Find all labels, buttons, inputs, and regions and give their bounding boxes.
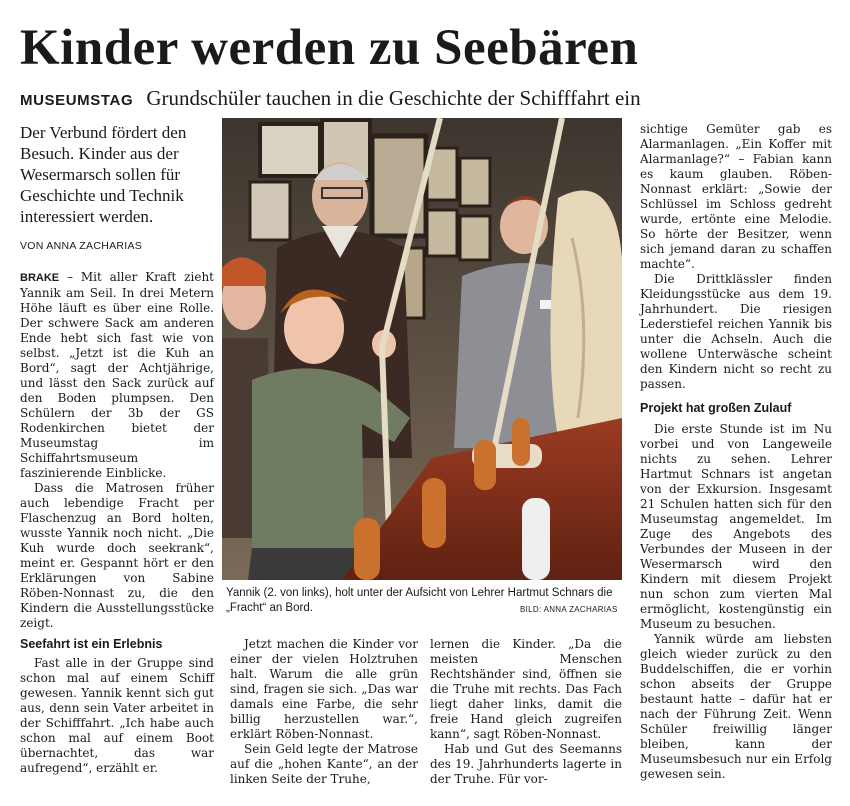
paragraph	[20, 270, 214, 481]
column-3	[430, 637, 622, 787]
section-label: MUSEUMSTAG	[20, 92, 134, 109]
subtitle: Grundschüler tauchen in die Geschichte der Schifffahrt ein	[146, 86, 641, 110]
paragraph: Yannik würde am liebsten gleich wieder zurück zu den Buddelschiffen, die er vorhin schon abseits der Gruppe bestaunt hatte – dafür hat er nach der Führung Zeit. Wenn Schüler freiwillig länger bleiben, kann der Museumsbesuch nur ein Erfolg gewesen sein.	[640, 632, 832, 781]
paragraph: Fast alle in der Gruppe sind schon mal auf einem Schiff gewesen. Yannik kennt sich gut aus, denn sein Vater arbeitet in der Schifffahrt. „Ich habe auch schon mal auf einem Boot übernachtet, das war aufregend“, erzählt er.	[20, 656, 214, 775]
headline: Kinder werden zu Seebären	[20, 20, 639, 76]
column-1	[20, 270, 214, 776]
dateline: BRAKE	[20, 272, 60, 284]
byline: VON ANNA ZACHARIAS	[20, 240, 143, 252]
photo-illustration	[222, 118, 622, 580]
article-photo	[222, 118, 622, 580]
photo-caption: Yannik (2. von links), holt unter der Aufsicht von Lehrer Hartmut Schnars die „Fracht“ an Bord.	[226, 587, 613, 614]
paragraph: lernen die Kinder. „Da die meisten Menschen Rechtshänder sind, öffnen sie die Truhe mit rechts. Das Fach liegt daher links, damit die freie Hand gleich zugreifen kann“, sagt Röben-Nonnast.	[430, 637, 622, 741]
paragraph: Hab und Gut des Seemanns des 19. Jahrhunderts lagerte in der Truhe. Für vor-	[430, 742, 622, 786]
column-2	[230, 637, 418, 787]
paragraph: sichtige Gemüter gab es Alarmanlagen. „Ein Koffer mit Alarmanlage?“ – Fabian kann es kaum glauben. Röben-Nonnast erklärt: „Sowie der Schlüssel im Schloss gedreht wurde, ertönte eine Melodie. So hörte der Besitzer, wenn sich jemand daran zu schaffen machte“.	[640, 122, 832, 271]
subheading: Seefahrt ist ein Erlebnis	[20, 637, 163, 651]
dachzeile	[20, 86, 840, 111]
column-4-top	[640, 122, 832, 392]
paragraph: Die Drittklässler finden Kleidungsstücke aus dem 19. Jahrhundert. Die riesigen Lederstiefel reichen Yannik bis unter die Achseln. Auch die wollene Unterwäsche scheint den Kindern nicht so recht zu passen.	[640, 272, 832, 391]
paragraph: Sein Geld legte der Matrose auf die „hohen Kante“, an der linken Seite der Truhe,	[230, 742, 418, 786]
subheading: Projekt hat großen Zulauf	[640, 401, 792, 415]
paragraph: Jetzt machen die Kinder vor einer der vielen Holztruhen halt. Warum die alle grün sind, fragen sie sich. „Das war damals eine Farbe, die sehr billig herzustellen war.“, erklärt Röben-Nonnast.	[230, 637, 418, 741]
column-4-bottom	[640, 422, 832, 782]
paragraph-text: – Mit aller Kraft zieht Yannik am Seil. In drei Metern Höhe läuft es über eine Rolle. Der schwere Sack am anderen Ende hebt sich fast wie von selbst. „Jetzt ist die Kuh an Bord“, sagt der Achtjährige, und lässt den Sack zurück auf den Boden plumpsen. Den Schülern der 3b der GS Rodenkirchen bietet der Museumstag im Schiffahrtsmuseum faszinierende Einblicke.	[20, 270, 214, 480]
lead-paragraph: Der Verbund fördert den Besuch. Kinder aus der Wesermarsch sollen für Geschichte und Technik interessiert werden.	[20, 123, 187, 226]
paragraph: Die erste Stunde ist im Nu vorbei und von Langeweile nichts zu sehen. Lehrer Hartmut Schnars ist angetan von der Exkursion. Insgesamt 21 Schulen hatten sich für den Museumstag angemeldet. Im Zuge des Angebots des Verbundes der Museen in der Wesermarsch wird den Kindern mit diesem Projekt nun schon zum vierten Mal ermöglicht, kostengünstig ein Museum zu besuchen.	[640, 422, 832, 631]
photo-credit: BILD: ANNA ZACHARIAS	[520, 605, 618, 614]
paragraph: Dass die Matrosen früher auch lebendige Fracht per Flaschenzug an Bord holten, wusste Yannik noch nicht. „Die Kuh wurde doch seekrank“, meint er. Gespannt hört er den Erklärungen von Sabine Röben-Nonnast zu, die den Kindern die Ausstellungsstücke zeigt.	[20, 481, 214, 630]
